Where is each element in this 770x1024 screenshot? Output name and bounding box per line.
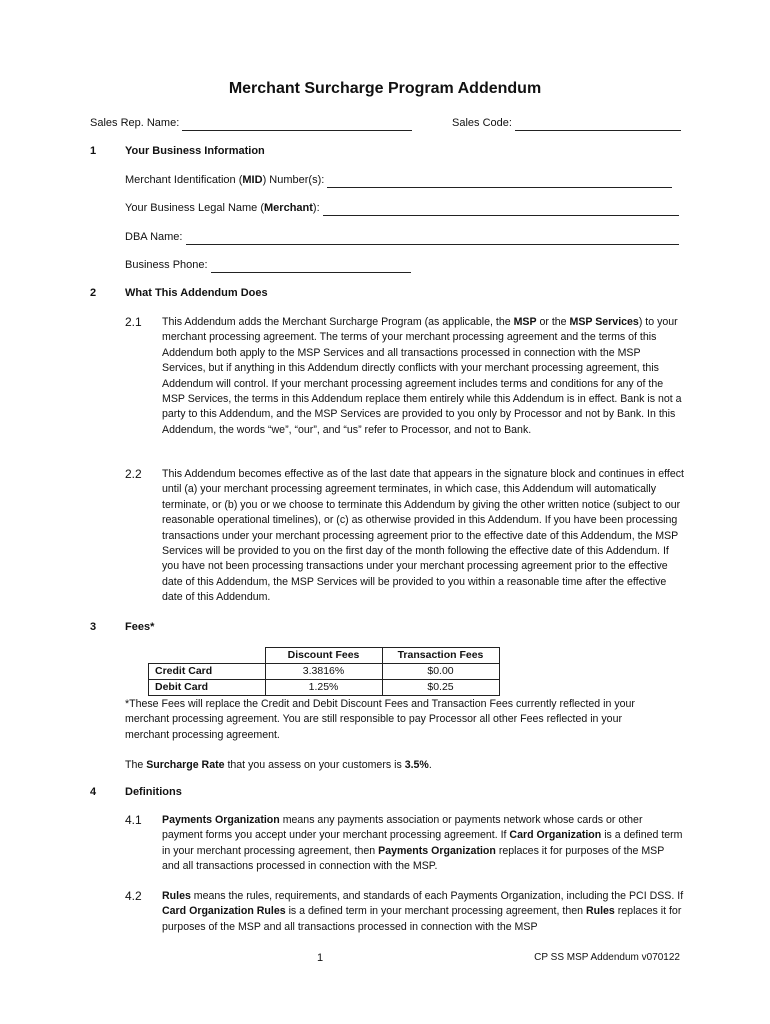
page-number: 1 (316, 952, 324, 964)
phone-label: Business Phone: (125, 259, 208, 271)
mid-label-pre: Merchant Identification ( (125, 174, 243, 186)
dba-row (125, 230, 679, 245)
text-run: that you assess on your customers is (224, 759, 405, 771)
paragraph-4-2 (162, 889, 684, 935)
section-number: 1 (90, 145, 97, 157)
subsection-number: 4.2 (125, 889, 142, 903)
text-run: is a defined term in your merchant processing agreement, then (285, 905, 586, 918)
table-row (149, 664, 500, 680)
text-run: means the rules, requirements, and standards of each Payments Organization, including the PCI DSS. If (190, 890, 684, 902)
text-run-bold: MSP Services (569, 316, 639, 328)
sales-code-field[interactable] (515, 118, 681, 131)
text-run-bold: Payments Organization (162, 814, 280, 826)
mid-label-bold: MID (242, 174, 263, 186)
phone-field[interactable] (211, 260, 411, 273)
surcharge-rate-value: 3.5% (404, 759, 429, 771)
text-run: ) to your merchant processing agreement. The terms of your merchant processing agreement and the terms of this Addendum both apply to the MSP Services and all transactions processed in connection with the MSP Services, but if anything in this Addendum directly conflicts with your merchant processing agreement, this Addendum will control. If your merchant processing agreement includes terms and conditions for any of the MSP Services, the terms in this Addendum replace them entirely while this Addendum is in effect. Bank is not a party to this Addendum, and the MSP Services are provided to you only by Processor and not by Bank. In this Addendum, the words “we”, “our”, and “us” refer to Processor, and not to Bank. (162, 316, 682, 436)
row-label: Credit Card (149, 664, 266, 680)
text-run: . (428, 759, 432, 771)
section-number: 4 (90, 786, 97, 798)
text-run-bold: Payments Organization (378, 844, 496, 857)
column-header: Transaction Fees (382, 648, 499, 664)
text-run: replaces it for purposes of the MSP and all transactions processed in connection with the MSP. (162, 844, 665, 873)
sales-rep-row (90, 116, 412, 131)
document-title: Merchant Surcharge Program Addendum (228, 80, 542, 97)
text-run-bold: Rules (585, 905, 615, 918)
column-header: Discount Fees (265, 648, 382, 664)
surcharge-rate-text (125, 758, 665, 773)
text-run: or the (536, 316, 570, 328)
table-corner (149, 648, 266, 664)
mid-label-post: ) Number(s): (262, 174, 325, 186)
section-heading: Your Business Information (125, 145, 265, 157)
fees-table (148, 647, 500, 696)
paragraph-2-2: This Addendum becomes effective as of the last date that appears in the signature block and continues in effect until (a) your merchant processing agreement terminates, in which case, this Addendum will automatically terminate, or (b) you or we choose to terminate this Addendum by giving the other written notice (subject to our reasonable operational timelines), or (c) as otherwise provided in this Addendum. If you have been processing transactions under your merchant processing agreement prior to the effective date of this Addendum, the MSP Services will be provided to you on the first day of the month following the effective date of this Addendum. If you have not been processing transactions under your merchant processing agreement prior to the effective date of this Addendum, the MSP Services will be provided to you within a reasonable time after the effective date of this Addendum. (162, 468, 684, 604)
document-code: CP SS MSP Addendum v070122 (534, 952, 680, 963)
paragraph-4-1 (162, 813, 684, 875)
legal-name-row (125, 201, 679, 216)
phone-row (125, 258, 411, 273)
section-heading: Definitions (125, 786, 182, 798)
table-header-row (149, 648, 500, 664)
text-run: This Addendum adds the Merchant Surcharge Program (as applicable, the (162, 316, 514, 328)
text-run-bold: Card Organization Rules (162, 905, 286, 918)
legal-label-pre: Your Business Legal Name ( (125, 202, 265, 214)
legal-label-post: ): (312, 202, 320, 214)
table-row (149, 680, 500, 696)
subsection-number: 2.1 (125, 315, 142, 329)
discount-fee-cell: 3.3816% (265, 664, 382, 680)
sales-code-label: Sales Code: (452, 117, 512, 129)
mid-field[interactable] (327, 175, 672, 188)
text-run-bold: Card Organization (509, 829, 602, 842)
section-number: 2 (90, 287, 97, 299)
mid-row (125, 173, 672, 188)
sales-rep-field[interactable] (182, 118, 412, 131)
text-run: means any payments association or payments network whose cards or other payment forms you accept under your merchant processing agreement. If (162, 814, 643, 842)
legal-label-bold: Merchant (264, 202, 313, 214)
dba-field[interactable] (186, 232, 679, 245)
sales-code-row (452, 116, 681, 131)
paragraph-2-1 (162, 315, 684, 438)
section-number: 3 (90, 621, 97, 633)
sales-rep-label: Sales Rep. Name: (90, 117, 180, 129)
fees-footnote: *These Fees will replace the Credit and Debit Discount Fees and Transaction Fees currently reflected in your merchant processing agreement. You are still responsible to pay Processor all other Fees reflected in your merchant processing agreement. (125, 698, 635, 741)
text-run: The (125, 759, 147, 771)
legal-name-field[interactable] (323, 203, 679, 216)
dba-label: DBA Name: (125, 231, 183, 243)
text-run-bold: MSP (513, 316, 537, 328)
text-run: replaces it for purposes of the MSP and all transactions processed in connection with the MSP (162, 905, 682, 933)
transaction-fee-cell: $0.00 (382, 664, 499, 680)
text-run-bold: Rules (162, 890, 191, 902)
subsection-number: 2.2 (125, 467, 142, 481)
subsection-number: 4.1 (125, 813, 142, 827)
text-run-bold: Surcharge Rate (146, 759, 225, 771)
section-heading: Fees* (125, 621, 155, 633)
discount-fee-cell: 1.25% (265, 680, 382, 696)
section-heading: What This Addendum Does (125, 287, 268, 299)
row-label: Debit Card (149, 680, 266, 696)
transaction-fee-cell: $0.25 (382, 680, 499, 696)
text-run: is a defined term in your merchant processing agreement, then (162, 829, 683, 857)
